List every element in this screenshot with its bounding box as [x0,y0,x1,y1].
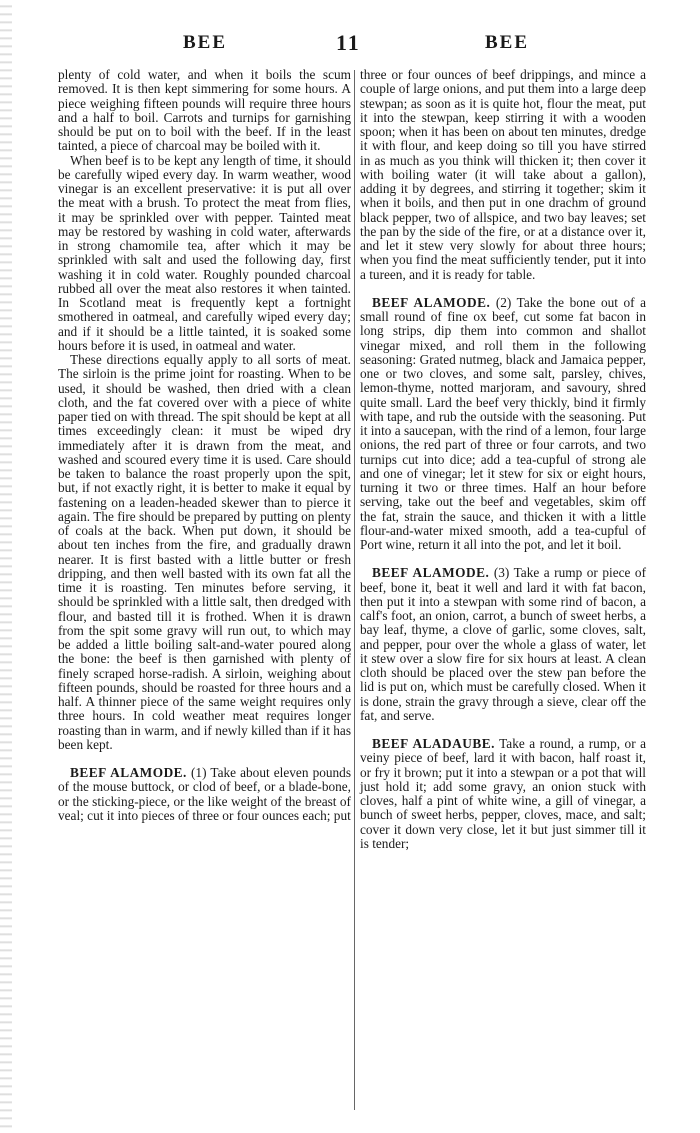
entry-beef-aladaube [360,737,646,851]
entry-heading: BEEF ALADAUBE. [372,736,495,751]
entry-beef-alamode-3 [360,566,646,723]
header-left-word: BEE [183,32,228,53]
entry-body: (1) Take about eleven pounds of the mouse buttock, or clod of beef, or a blade-bone, or the sticking-piece, or the like weight of the breast of veal; cut it into pieces of three or four ounces each; put [58,765,352,823]
left-column [58,68,351,823]
paragraph-roasting-sirloin: These directions equally apply to all sorts of meat. The sirloin is the prime joint for roasting. When to be used, it should be washed, then dried with a clean cloth, and the fat covered over with a piece of white paper tied on with thread. The spit should be kept at all times exceedingly clean: it must be wiped dry immediately after it is drawn from the meat, and washed and scoured every time it is used. Care should be taken to balance the roast properly upon the spit, but, if not exactly right, it is better to make it equal by fastening on a leaden-headed skewer than to pierce it again. The fire should be prepared by putting on plenty of coals at the back. When put down, it should be about ten inches from the fire, and gradually drawn nearer. It is first basted with a little butter or fresh dripping, and then well basted with its own fat all the time it is roasting. Ten minutes before serving, it should be sprinkled with a little salt, then dredged with flour, and basted till it is frothed. When it is drawn from the spit some gravy will run out, to which may be added a little boiling salt-and-water poured along the bone: the beef is then garnished with plenty of finely scraped horse-radish. A sirloin, weighing about fifteen pounds, should be roasted for three hours and a half. A thinner piece of the same weight requires only three hours. In cold weather meat requires longer roasting than in warm, and if newly killed than if it has been kept. [58,352,351,752]
paragraph-keeping-beef: When beef is to be kept any length of time, it should be carefully wiped every day. In warm weather, wood vinegar is an excellent preservative: it is put all over the meat with a brush. To protect the meat from flies, it may be sprinkled over with pepper. Tainted meat may be restored by washing in cold water, afterwards in strong chamomile tea, after which it may be sprinkled with salt and used the following day, first washing it in cold water. Roughly pounded charcoal rubbed all over the meat also restores it when tainted. In Scotland meat is frequently kept a fortnight smothered in oatmeal, and carefully wiped every day; and if it should be a little tainted, it is soaked some hours before it is used, in oatmeal and water. [58,152,351,353]
entry-heading: BEEF ALAMODE. [70,765,187,780]
entry-heading: BEEF ALAMODE. [372,294,491,310]
header-right-word: BEE [485,32,530,53]
binding-edge [0,0,12,1133]
entry-body: Take a round, a rump, or a veiny piece of beef, lard it with bacon, half roast it, or fry it brown; put it into a stewpan or a pot that will just hold it; add some gravy, an onion stuck with cloves, half a pint of white wine, a gill of vinegar, a bunch of sweet herbs, pepper, cloves, mace, and salt; cover it down very close, let it but just simmer till it is tender; [360,736,646,851]
running-header [0,32,700,56]
entry-body: (2) Take the bone out of a small round of fine ox beef, cut some fat bacon in long strips, dip them into common and shallot vinegar mixed, and roll them in the following seasoning: Grated nutmeg, black and Jamaica pepper, one or two cloves, and some salt, parsley, chives, lemon-thyme, notted marjoram, and savoury, shred quite small. Lard the beef very thickly, bind it firmly with tape, and rub the outside with the seasoning. Put it into a saucepan, with the rind of a lemon, four large onions, the red part of three or four carrots, and two turnips cut into dice; add a tea-cupful of strong ale and one of vinegar; let it stew for six or eight hours, turning it two or three times. Half an hour before serving, take out the beef and vegetables, skim off the fat, strain the sauce, and thicken it with a little flour-and-water mixed smooth, add a tea-cupful of Port wine, return it all into the pot, and let it boil. [360,294,646,552]
paragraph-boiling-beef: plenty of cold water, and when it boils the scum removed. It is then kept simmering for some hours. A piece weighing fifteen pounds will require three hours and a half to boil. Carrots and turnips for garnishing should be put on to boil with the beef. If in the least tainted, a piece of charcoal may be boiled with it. [58,67,351,154]
entry-heading: BEEF ALAMODE. [372,565,490,581]
right-column [360,68,646,851]
entry-beef-alamode-1 [58,766,351,823]
column-divider [354,70,355,1110]
entry-body: (3) Take a rump or piece of beef, bone it, beat it well and lard it with fat bacon, then put it into a stewpan with some rind of bacon, a calf's foot, an onion, carrot, a bunch of sweet herbs, a bay leaf, thyme, a clove of garlic, some cloves, salt, and pepper, pour over the whole a glass of water, let it stew over a slow fire for six hours at least. A clean cloth should be placed over the stew pan before the lid is put on, which must be carefully closed. When it is done, strain the gravy through a sieve, clear off the fat, and serve. [360,565,646,723]
entry-beef-alamode-2 [360,296,646,553]
paragraph-alamode-continued: three or four ounces of beef drippings, and mince a couple of large onions, and put them into a large deep stewpan; as soon as it is quite hot, flour the meat, put it into the stewpan, keep stirring it with a wooden spoon; when it has been on about ten minutes, dredge it with flour, and keep doing so till you have stirred in as much as you think will thicken it; then cover it with boiling water (it will take about a gallon), adding it by degrees, and stirring it together; skim it when it boils, and then put in one drachm of ground black pepper, two of allspice, and two bay leaves; set the pan by the side of the fire, or at a distance over it, and let it stew very slowly for about three hours; when you find the meat sufficiently tender, put it into a tureen, and it is ready for table. [360,67,646,282]
page-number: 11 [336,30,361,55]
